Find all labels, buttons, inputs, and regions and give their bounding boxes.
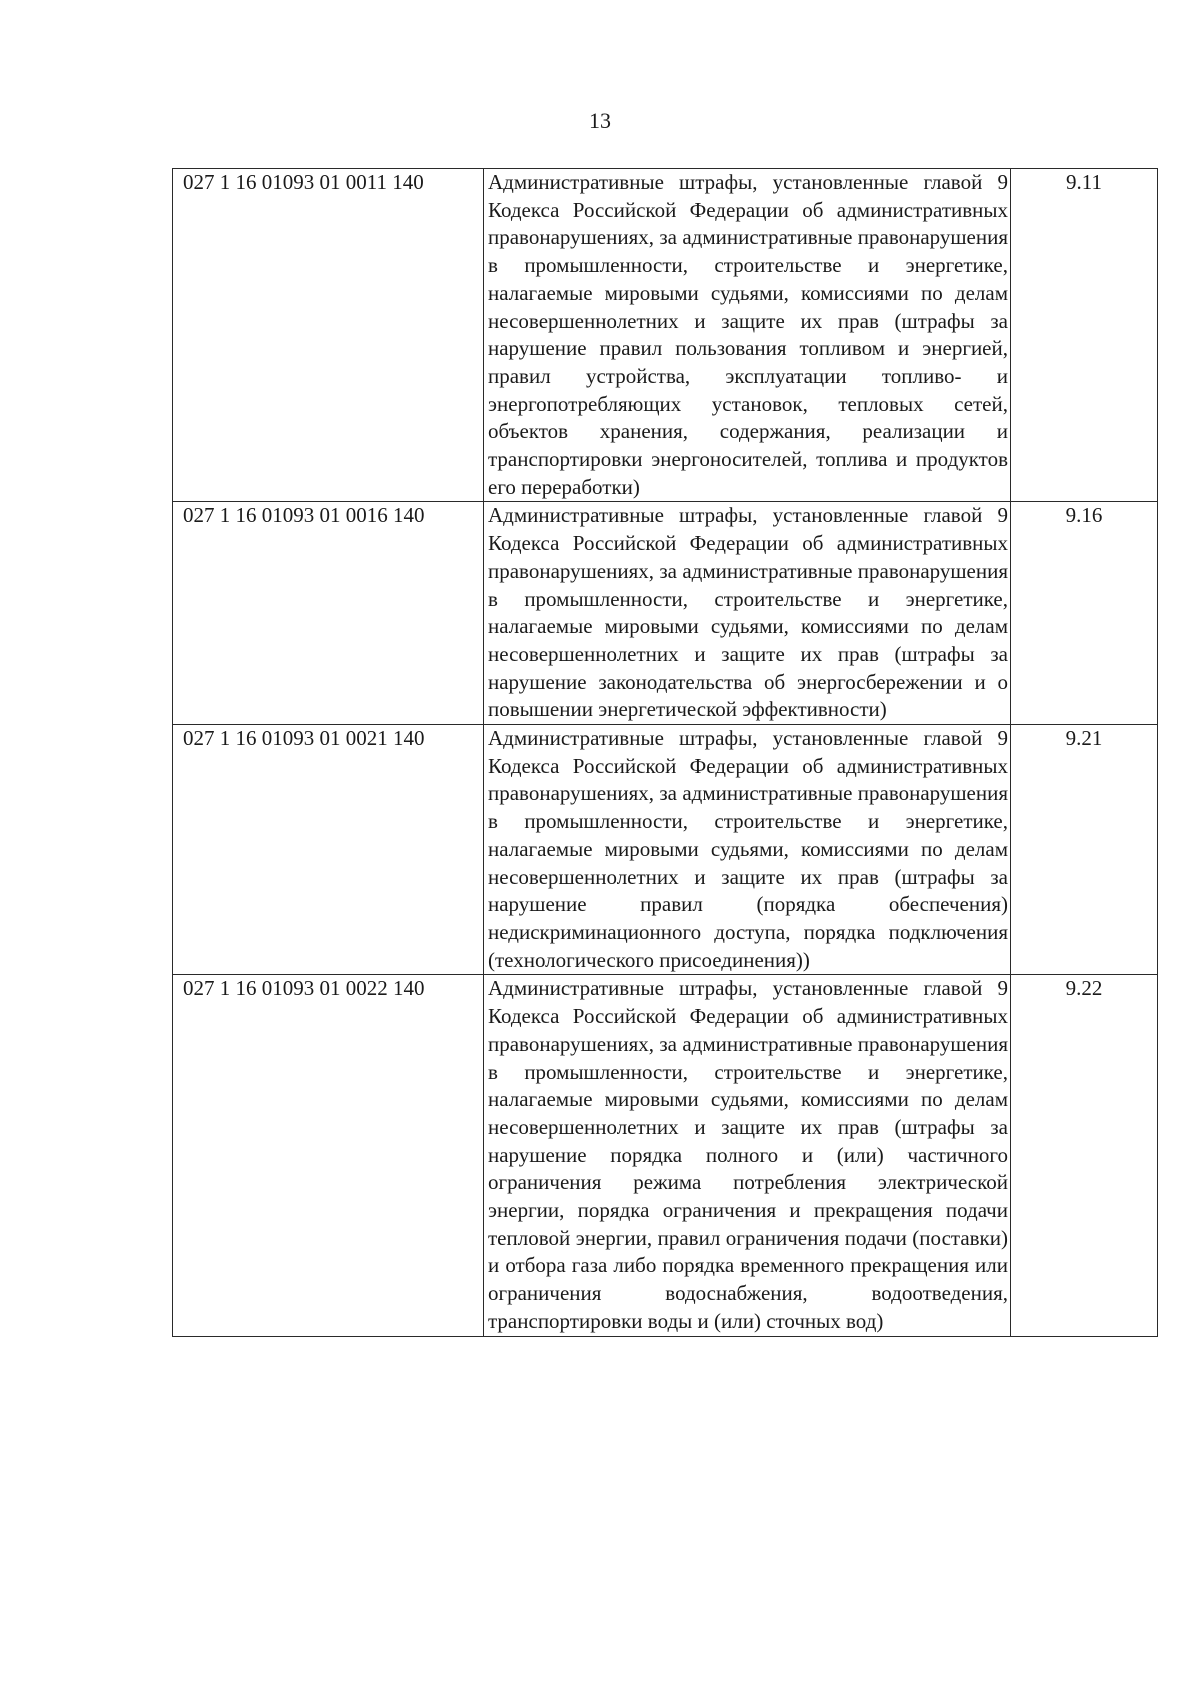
table-row — [173, 169, 1158, 502]
budget-code-cell: 027 1 16 01093 01 0016 140 — [173, 502, 484, 725]
table-row — [173, 725, 1158, 975]
table-row — [173, 502, 1158, 725]
table-row — [173, 975, 1158, 1336]
article-cell: 9.16 — [1011, 502, 1158, 725]
description-cell: Административные штрафы, установленные главой 9 Кодекса Российской Федерации об административных правонарушениях, за административные правонарушения в промышленности, строительстве и энергетике, налагаемые мировыми судьями, комиссиями по делам несовершеннолетних и защите их прав (штрафы за нарушение порядка полного и (или) частичного ограничения режима потребления электрической энергии, порядка ограничения и прекращения подачи тепловой энергии, правил ограничения подачи (поставки) и отбора газа либо порядка временного прекращения или ограничения водоснабжения, водоотведения, транспортировки воды и (или) сточных вод) — [484, 975, 1011, 1336]
article-cell: 9.21 — [1011, 725, 1158, 975]
fees-table — [172, 168, 1158, 1337]
page-number: 13 — [589, 108, 611, 133]
description-cell: Административные штрафы, установленные главой 9 Кодекса Российской Федерации об административных правонарушениях, за административные правонарушения в промышленности, строительстве и энергетике, налагаемые мировыми судьями, комиссиями по делам несовершеннолетних и защите их прав (штрафы за нарушение правил пользования топливом и энергией, правил устройства, эксплуатации топливо- и энергопотребляющих установок, тепловых сетей, объектов хранения, содержания, реализации и транспортировки энергоносителей, топлива и продуктов его переработки) — [484, 169, 1011, 502]
budget-code-cell: 027 1 16 01093 01 0021 140 — [173, 725, 484, 975]
article-cell: 9.22 — [1011, 975, 1158, 1336]
budget-code-cell: 027 1 16 01093 01 0011 140 — [173, 169, 484, 502]
budget-code-cell: 027 1 16 01093 01 0022 140 — [173, 975, 484, 1336]
description-cell: Административные штрафы, установленные главой 9 Кодекса Российской Федерации об административных правонарушениях, за административные правонарушения в промышленности, строительстве и энергетике, налагаемые мировыми судьями, комиссиями по делам несовершеннолетних и защите их прав (штрафы за нарушение правил (порядка обеспечения) недискриминационного доступа, порядка подключения (технологического присоединения)) — [484, 725, 1011, 975]
article-cell: 9.11 — [1011, 169, 1158, 502]
description-cell: Административные штрафы, установленные главой 9 Кодекса Российской Федерации об административных правонарушениях, за административные правонарушения в промышленности, строительстве и энергетике, налагаемые мировыми судьями, комиссиями по делам несовершеннолетних и защите их прав (штрафы за нарушение законодательства об энергосбережении и о повышении энергетической эффективности) — [484, 502, 1011, 725]
